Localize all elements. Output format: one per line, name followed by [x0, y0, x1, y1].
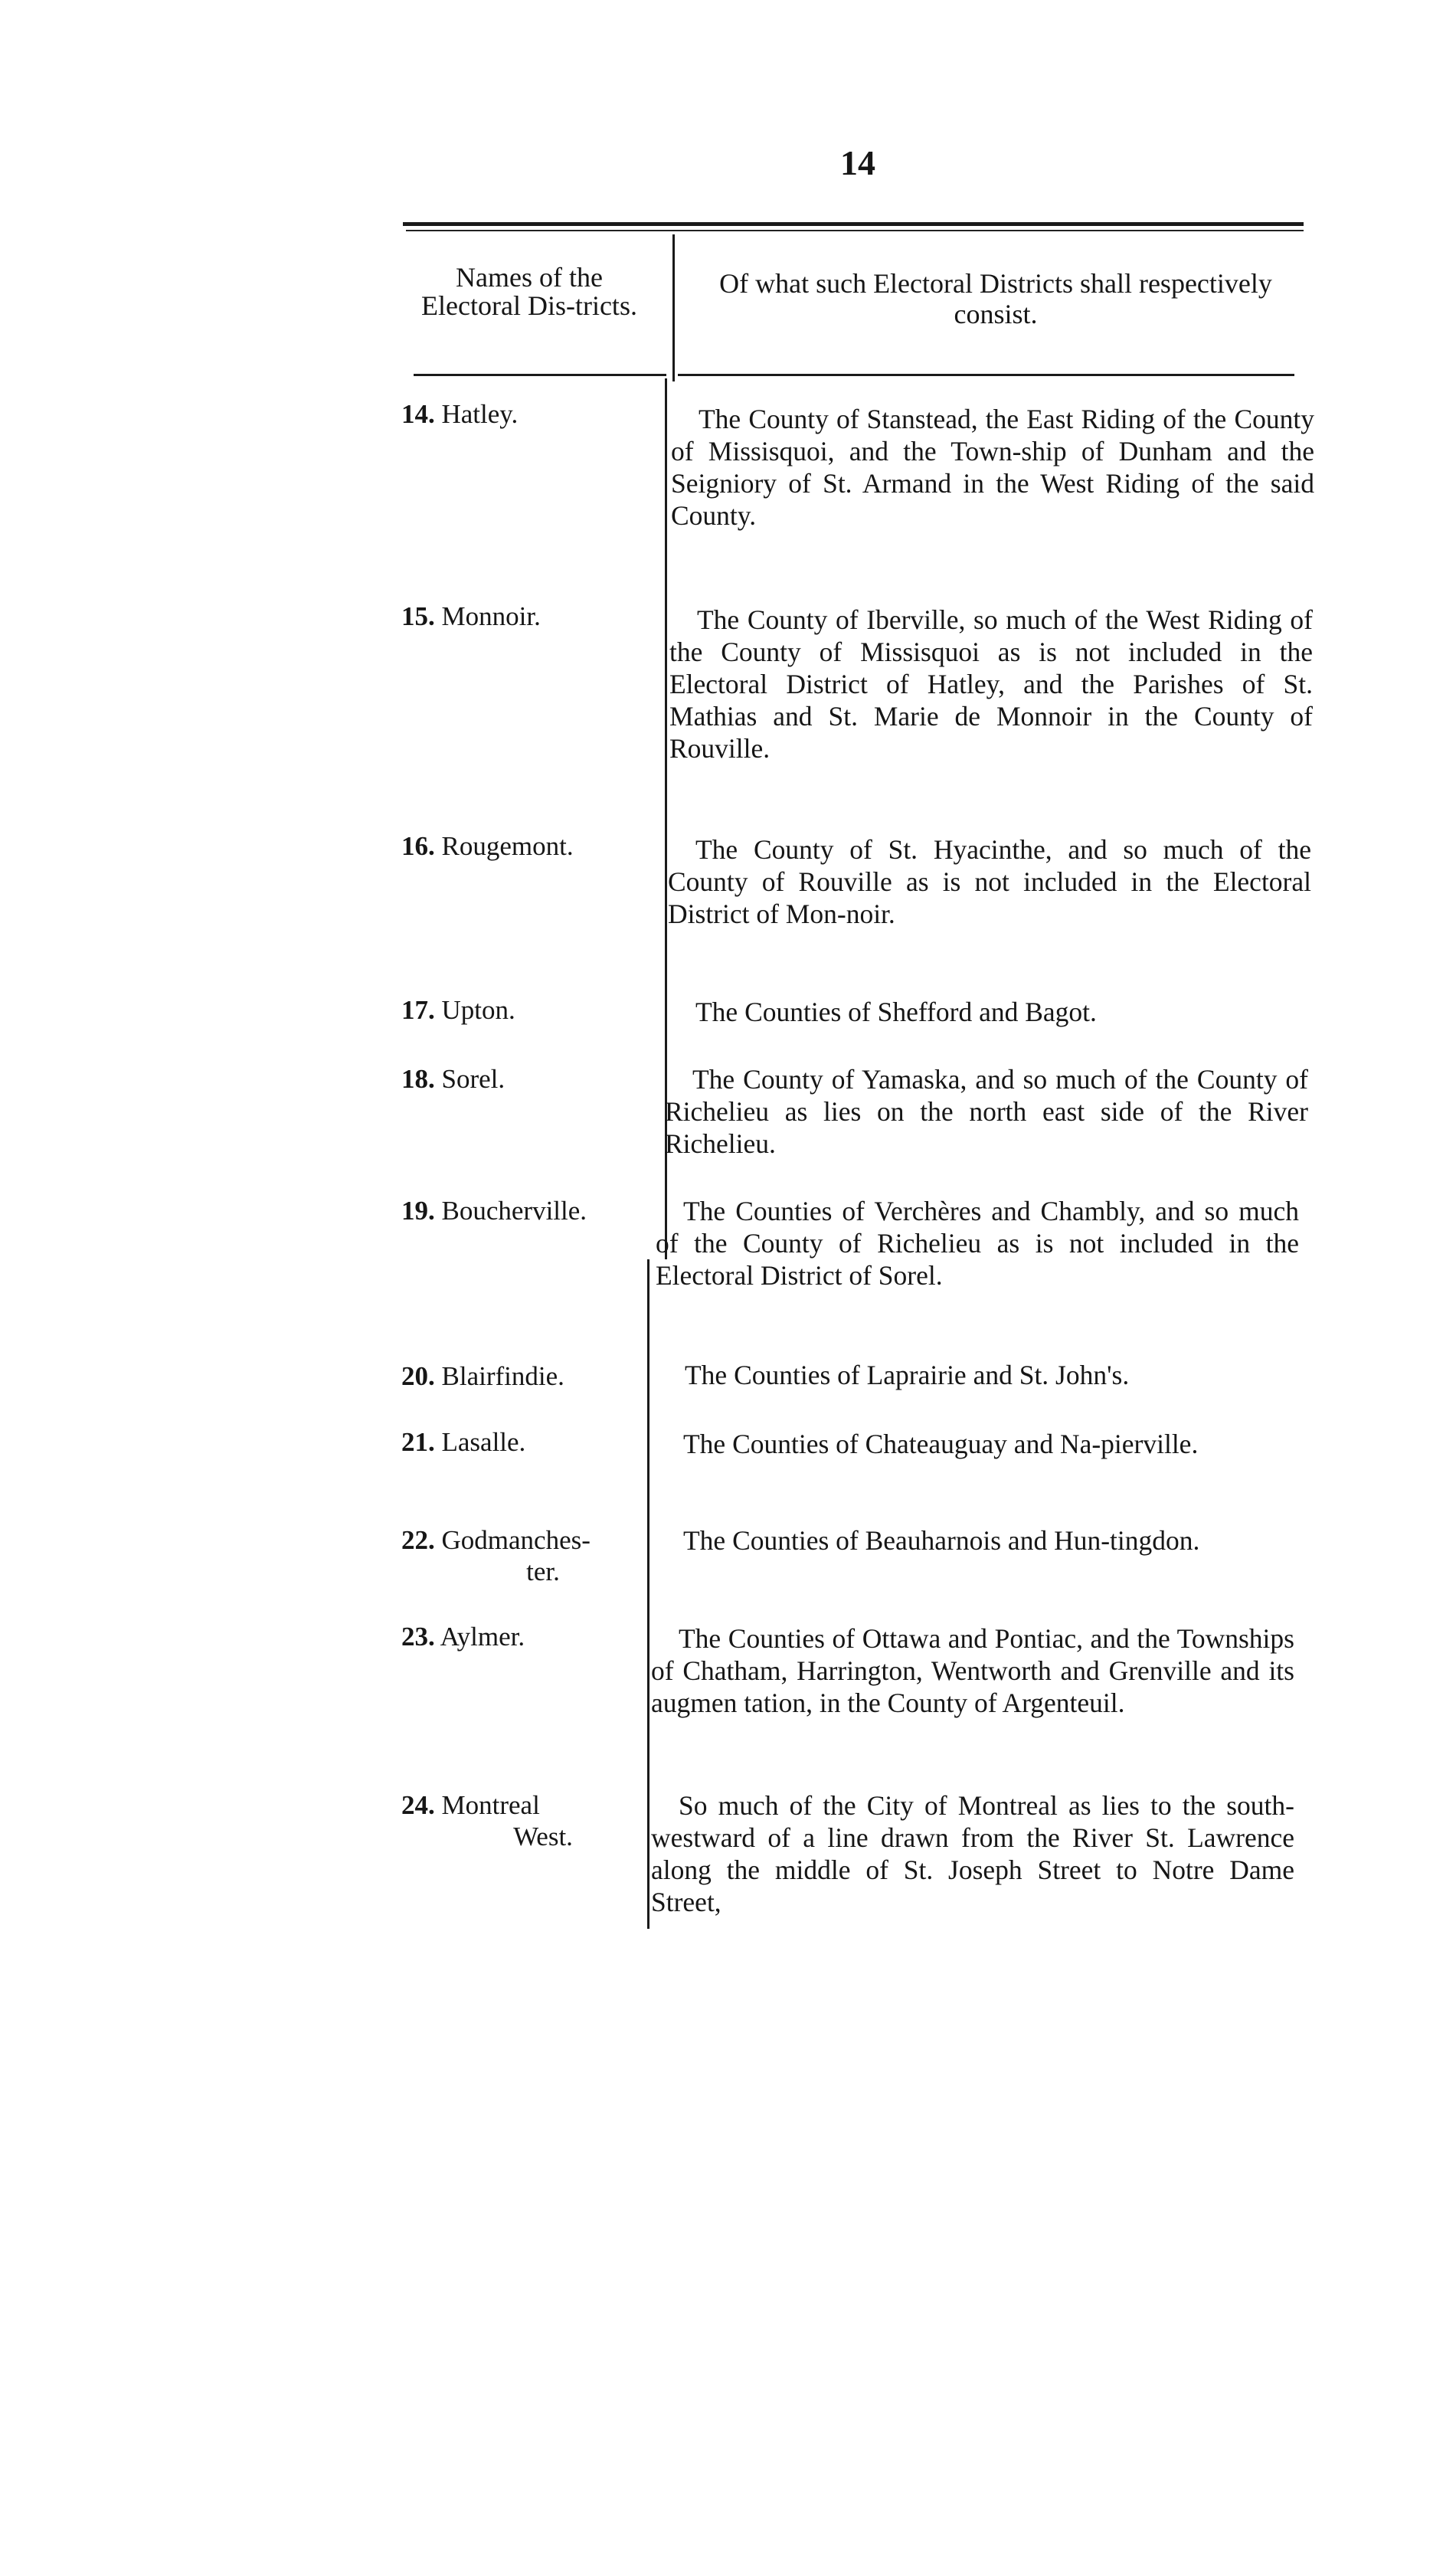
entry-text-24: So much of the City of Montreal as lies to the south-westward of a line drawn from the River St. Lawrence along the middle of St. Joseph Street to Notre Dame Street, — [651, 1790, 1294, 1917]
entry-district: Montreal — [441, 1790, 540, 1820]
entry-district: Hatley. — [441, 399, 519, 429]
top-rule-thin — [406, 230, 1304, 231]
entry-number: 17. — [401, 995, 435, 1025]
entry-name-23 — [401, 1621, 654, 1652]
page-number: 14 — [840, 143, 875, 182]
entry-number: 20. — [401, 1361, 435, 1391]
entry-district: Blairfindie. — [441, 1361, 564, 1391]
entry-number: 19. — [401, 1196, 435, 1226]
entry-text-23: The Counties of Ottawa and Pontiac, and the Townships of Chatham, Harrington, Wentworth and Grenville and its augmen tation, in the County of Argenteuil. — [651, 1623, 1294, 1718]
entry-district-cont: West. — [513, 1822, 573, 1851]
header-names-column: Names of the Electoral Dis-tricts. — [421, 262, 637, 321]
entry-text-16: The County of St. Hyacinthe, and so much of the County of Rouville as is not included in the Electoral District of Mon-noir. — [668, 834, 1311, 929]
entry-number: 23. — [401, 1622, 435, 1652]
entry-name-24 — [401, 1789, 654, 1852]
entry-text-21: The Counties of Chateauguay and Na-pierville. — [683, 1429, 1199, 1459]
entry-number: 15. — [401, 601, 435, 631]
entry-name-16 — [401, 830, 654, 862]
entry-text-14: The County of Stanstead, the East Riding of the County of Missisquoi, and the Town-ship of Dunham and the Seigniory of St. Armand in the West Riding of the said County. — [671, 404, 1314, 531]
entry-name-14 — [401, 398, 654, 430]
header-rule-right — [678, 374, 1294, 376]
entry-district: Godmanches- — [441, 1525, 591, 1555]
header-rule-left — [414, 374, 666, 376]
entry-name-19 — [401, 1195, 654, 1226]
entry-number: 22. — [401, 1525, 435, 1555]
entry-name-17 — [401, 994, 654, 1026]
entry-district: Upton. — [441, 995, 515, 1025]
entry-text-22: The Counties of Beauharnois and Hun-tingdon. — [683, 1525, 1200, 1556]
entry-name-20 — [401, 1360, 654, 1392]
entry-district: Sorel. — [441, 1064, 506, 1094]
top-rule-thick — [403, 222, 1304, 226]
entry-number: 24. — [401, 1790, 435, 1820]
column-divider-header — [672, 234, 675, 381]
entry-number: 14. — [401, 399, 435, 429]
entry-text-15: The County of Iberville, so much of the West Riding of the County of Missisquoi as is not included in the Electoral District of Hatley, and the Parishes of St. Mathias and St. Marie de Monnoir in the County of Rouville. — [669, 604, 1313, 764]
entry-number: 16. — [401, 831, 435, 861]
entry-district: Boucherville. — [441, 1196, 587, 1226]
entry-district-cont: ter. — [526, 1557, 560, 1586]
entry-district: Aylmer. — [440, 1622, 525, 1652]
entry-text-20: The Counties of Laprairie and St. John's. — [685, 1360, 1130, 1390]
entry-district: Rougemont. — [441, 831, 574, 861]
entry-name-18 — [401, 1063, 654, 1095]
entry-district: Monnoir. — [441, 601, 541, 631]
entry-number: 18. — [401, 1064, 435, 1094]
entry-number: 21. — [401, 1427, 435, 1457]
entry-name-21 — [401, 1426, 654, 1458]
entry-name-22 — [401, 1524, 654, 1587]
entry-text-19: The Counties of Verchères and Chambly, and so much of the County of Richelieu as is not included in the Electoral District of Sorel. — [656, 1196, 1299, 1291]
header-consist-column: Of what such Electoral Districts shall respectively consist. — [719, 268, 1272, 329]
entry-district: Lasalle. — [441, 1427, 526, 1457]
entry-text-17: The Counties of Shefford and Bagot. — [695, 997, 1097, 1027]
entry-text-18: The County of Yamaska, and so much of the County of Richelieu as lies on the north east side of the River Richelieu. — [665, 1064, 1308, 1159]
entry-name-15 — [401, 601, 654, 632]
